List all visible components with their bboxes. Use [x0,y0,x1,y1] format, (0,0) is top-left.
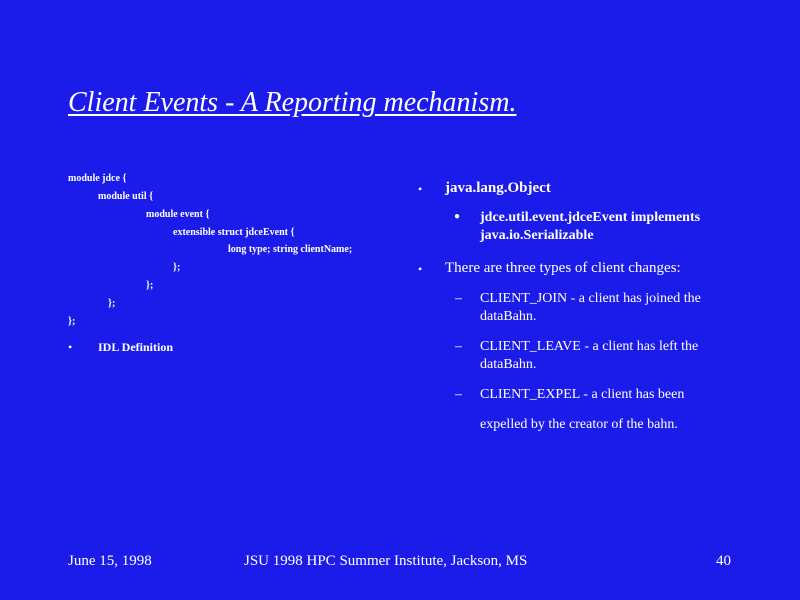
dash-item-line: CLIENT_JOIN - a client has joined the [480,291,701,306]
slide-title: Client Events - A Reporting mechanism. [68,87,517,118]
code-line: module util { [98,191,154,202]
dash-item-line: CLIENT_EXPEL - a client has been [480,387,685,402]
code-line: }; [173,262,181,273]
dash-item-line: expelled by the creator of the bahn. [480,417,678,432]
code-line: }; [108,298,116,309]
bullet-text: IDL Definition [98,340,174,354]
bullet-text: There are three types of client changes: [445,260,681,276]
bullet-marker: • [68,340,73,354]
code-line: extensible struct jdceEvent { [173,227,295,238]
dash-marker: – [455,387,462,402]
dash-marker: – [455,291,462,306]
footer-title: JSU 1998 HPC Summer Institute, Jackson, MS [244,553,528,569]
dash-item-line: dataBahn. [480,357,537,372]
code-line: module jdce { [68,173,127,184]
dash-marker: – [455,339,462,354]
code-line: }; [146,280,154,291]
bullet-marker: • [418,182,423,196]
code-line: module event { [146,209,210,220]
sub-bullet-line: jdce.util.event.jdceEvent implements [480,210,701,225]
bullet-text: java.lang.Object [445,180,551,196]
sub-bullet-line: java.io.Serializable [480,228,594,243]
slide-number: 40 [716,553,731,569]
code-line: long type; string clientName; [228,244,353,255]
code-line: }; [68,316,76,327]
footer-date: June 15, 1998 [68,553,152,569]
dash-item-line: CLIENT_LEAVE - a client has left the [480,339,699,354]
dash-item-line: dataBahn. [480,309,537,324]
bullet-marker: • [418,262,423,276]
sub-bullet-marker: ● [454,211,461,222]
